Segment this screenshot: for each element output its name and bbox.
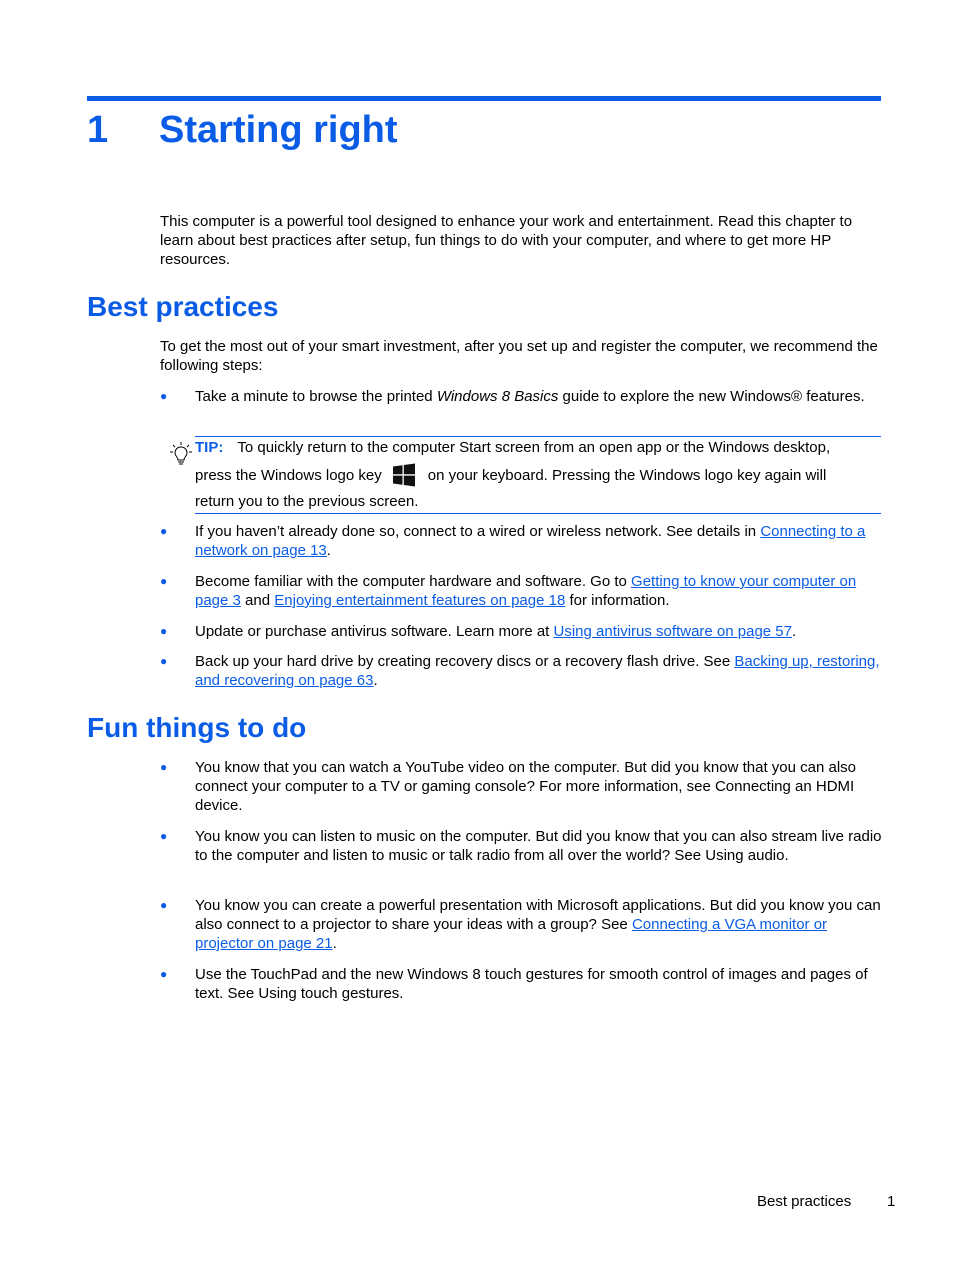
bullet-icon: ●: [160, 654, 168, 668]
list-item-text: [195, 572, 882, 610]
list-item-text: You know you can listen to music on the computer. But did you know that you can also stream live radio to the computer and listen to music or talk radio from all over the world? See Using audio.: [195, 828, 882, 864]
bullet-icon: ●: [160, 829, 168, 843]
text-run: If you haven’t already done so, connect to a wired or wireless network. See details in: [195, 523, 761, 540]
tip-label: TIP:: [195, 439, 224, 456]
text-run: .: [792, 623, 797, 640]
chapter-title-text: Starting right: [159, 109, 398, 151]
text-run: and: [240, 592, 275, 609]
list-item-text: You know that you can watch a YouTube video on the computer. But did you know that you can also connect your computer to a TV or gaming console? For more information, see Connecting an HDMI device.: [195, 759, 857, 814]
bullet-icon: ●: [160, 574, 168, 588]
list-item-text: [195, 896, 882, 953]
best-practices-lead: To get the most out of your smart investment, after you set up and register the computer, we recommend the following steps:: [160, 338, 878, 374]
chapter-rule: [87, 96, 881, 101]
list-item: [160, 622, 882, 641]
tip-line-1: [195, 438, 830, 457]
list-item: [160, 965, 882, 1003]
tip-content: [195, 436, 881, 514]
link-getting-to-know[interactable]: Getting to know your computer on page 3: [195, 573, 857, 609]
tip-line-3: return you to the previous screen.: [195, 493, 419, 510]
bullet-icon: ●: [160, 967, 168, 981]
link-antivirus[interactable]: Using antivirus software on page 57: [553, 623, 792, 640]
list-item-text: Use the TouchPad and the new Windows 8 touch gestures for smooth control of images and pages of text. See Using touch gestures.: [195, 966, 868, 1002]
chapter-number: 1: [87, 109, 109, 151]
list-item-text: [195, 522, 882, 560]
text-run: on your keyboard. Pressing the Windows logo key again will: [427, 467, 827, 484]
text-run: Update or purchase antivirus software. Learn more at: [195, 623, 554, 640]
link-connecting-network[interactable]: Connecting to a network on page 13: [195, 523, 866, 559]
list-item: [160, 387, 882, 406]
bullet-icon: ●: [160, 389, 168, 403]
bullet-icon: ●: [160, 760, 168, 774]
list-item: [160, 758, 882, 815]
footer-page-number: 1: [887, 1193, 896, 1210]
text-run: Take a minute to browse the printed: [195, 388, 437, 405]
list-item: [160, 572, 882, 610]
bullet-icon: ●: [160, 524, 168, 538]
footer-section-name: Best practices: [757, 1193, 852, 1210]
text-run: guide to explore the new Windows® features.: [558, 388, 865, 405]
text-run: To quickly return to the computer Start screen from an open app or the Windows desktop,: [237, 439, 831, 456]
list-item-text: [195, 652, 882, 690]
link-backing-up[interactable]: Backing up, restoring, and recovering on page 63: [195, 653, 880, 689]
text-run: press the Windows logo key: [195, 467, 382, 484]
intro-paragraph: This computer is a powerful tool designed to enhance your work and entertainment. Read this chapter to learn about best practices after setup, fun things to do with your computer, and where to get more HP resources.: [160, 213, 853, 268]
text-run: .: [332, 935, 337, 952]
link-entertainment-features[interactable]: Enjoying entertainment features on page 18: [274, 592, 566, 609]
list-item-text: [195, 387, 882, 406]
tip-box: [168, 436, 881, 512]
bullet-icon: ●: [160, 898, 168, 912]
text-run-italic: Windows 8 Basics: [436, 388, 559, 405]
windows-logo-icon: [392, 463, 416, 487]
list-item: [160, 827, 882, 865]
text-run: You know you can create a powerful presentation with Microsoft applications. But did you know you can also connect to a projector to share your ideas with a group? See: [195, 897, 881, 933]
text-run: Become familiar with the computer hardware and software. Go to: [195, 573, 632, 590]
link-vga-monitor[interactable]: Connecting a VGA monitor or projector on page 21: [195, 916, 828, 952]
text-run: .: [373, 672, 378, 689]
heading-fun-things: Fun things to do: [87, 712, 307, 743]
heading-best-practices: Best practices: [87, 291, 279, 322]
list-item-text: [195, 622, 882, 641]
list-item: [160, 522, 882, 560]
chapter-title: [87, 106, 398, 154]
bullet-icon: ●: [160, 624, 168, 638]
lightbulb-icon: [170, 441, 192, 467]
tip-line-2: [195, 463, 826, 487]
list-item: [160, 896, 882, 953]
text-run: .: [326, 542, 331, 559]
list-item: [160, 652, 882, 690]
text-run: for information.: [565, 592, 670, 609]
text-run: Back up your hard drive by creating recovery discs or a recovery flash drive. See: [195, 653, 735, 670]
